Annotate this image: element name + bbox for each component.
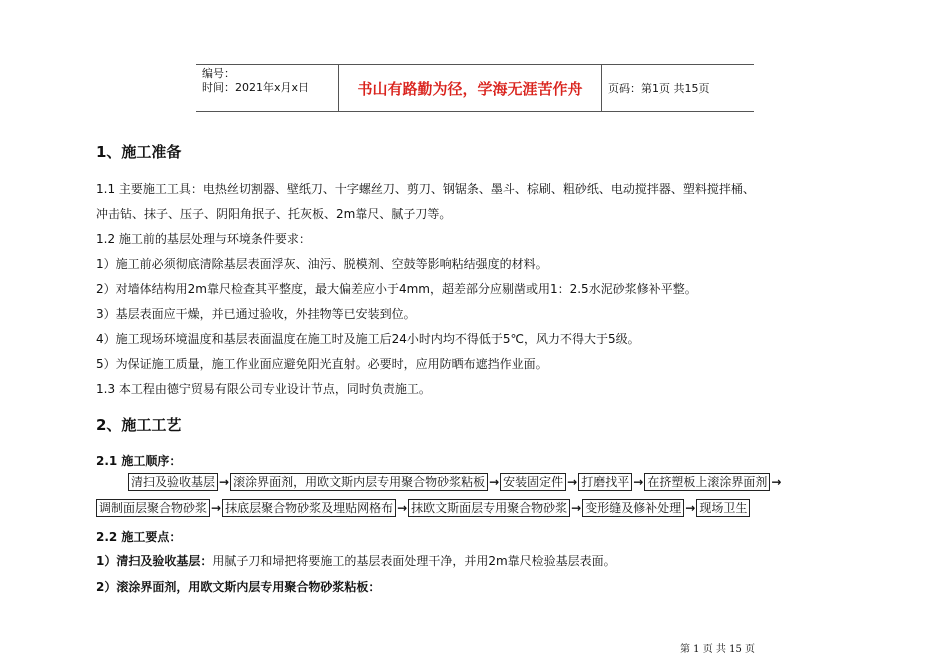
paragraph-line: 3）基层表面应干燥，并已通过验收，外挂物等已安装到位。	[96, 307, 416, 321]
section2-title: 2、施工工艺	[96, 416, 182, 434]
section1-title: 1、施工准备	[96, 143, 182, 161]
arrow-icon: →	[219, 475, 230, 489]
subsection-title: 2.2 施工要点：	[96, 530, 182, 544]
point-text: 用腻子刀和埽把将要施工的基层表面处理干净，并用2m靠尺检验基层表面。	[212, 554, 616, 568]
flow-step: 安装固定件	[500, 473, 566, 491]
document-header	[196, 64, 754, 112]
header-meta	[196, 65, 338, 111]
arrow-icon: →	[397, 501, 408, 515]
paragraph-line: 1.2 施工前的基层处理与环境条件要求：	[96, 232, 311, 246]
paragraph-line: 1.1 主要施工工具：电热丝切割器、壁纸刀、十字螺丝刀、剪刀、钢锯条、墨斗、棕刷、粗砂纸、电动搅拌器、塑料搅拌桶、	[96, 182, 755, 196]
arrow-icon: →	[571, 501, 582, 515]
page-info: 页码：第1页 共15页	[608, 82, 710, 95]
flow-step: 抹欧文斯面层专用聚合物砂浆	[408, 499, 570, 517]
point-2: 2）滚涂界面剂，用欧文斯内层专用聚合物砂浆粘板：	[96, 580, 381, 594]
arrow-icon: →	[633, 475, 644, 489]
subsection-title: 2.1 施工顺序：	[96, 454, 182, 468]
paragraph-line: 4）施工现场环境温度和基层表面温度在施工时及施工后24小时内均不得低于5℃，风力不得大于5级。	[96, 332, 640, 346]
flow-step: 现场卫生	[696, 499, 750, 517]
arrow-icon: →	[685, 501, 696, 515]
flow-step: 滚涂界面剂，用欧文斯内层专用聚合物砂浆粘板	[230, 473, 488, 491]
flow-step: 在挤塑板上滚涂界面剂	[644, 473, 770, 491]
arrow-icon: →	[567, 475, 578, 489]
paragraph-line: 冲击钻、抹子、压子、阴阳角抿子、托灰板、2m靠尺、腻子刀等。	[96, 207, 452, 221]
flow-step: 变形缝及修补处理	[582, 499, 684, 517]
flow-step: 抹底层聚合物砂浆及埋贴网格布	[222, 499, 396, 517]
arrow-icon: →	[211, 501, 222, 515]
point-label: 1）清扫及验收基层：	[96, 554, 213, 568]
time-label: 时间：2021年x月x日	[202, 81, 310, 94]
flow-row	[96, 499, 750, 517]
page-footer: 第 1 页 共 15 页	[680, 644, 755, 655]
arrow-icon: →	[489, 475, 500, 489]
motto: 书山有路勤为径，学海无涯苦作舟	[338, 65, 602, 111]
point-1	[96, 552, 616, 569]
arrow-icon: →	[771, 475, 782, 489]
paragraph-line: 1.3 本工程由德宁贸易有限公司专业设计节点，同时负责施工。	[96, 382, 431, 396]
paragraph-line: 1）施工前必须彻底清除基层表面浮灰、油污、脱模剂、空鼓等影响粘结强度的材料。	[96, 257, 548, 271]
paragraph-line: 5）为保证施工质量，施工作业面应避免阳光直射。必要时，应用防晒布遮挡作业面。	[96, 357, 548, 371]
flow-row	[128, 473, 782, 491]
flow-step: 清扫及验收基层	[128, 473, 218, 491]
flow-step: 打磨找平	[578, 473, 632, 491]
flow-step: 调制面层聚合物砂浆	[96, 499, 210, 517]
paragraph-line: 2）对墙体结构用2m靠尺检查其平整度，最大偏差应小于4mm，超差部分应剔凿或用1：2.5水泥砂浆修补平整。	[96, 282, 697, 296]
number-label: 编号：	[202, 67, 235, 80]
